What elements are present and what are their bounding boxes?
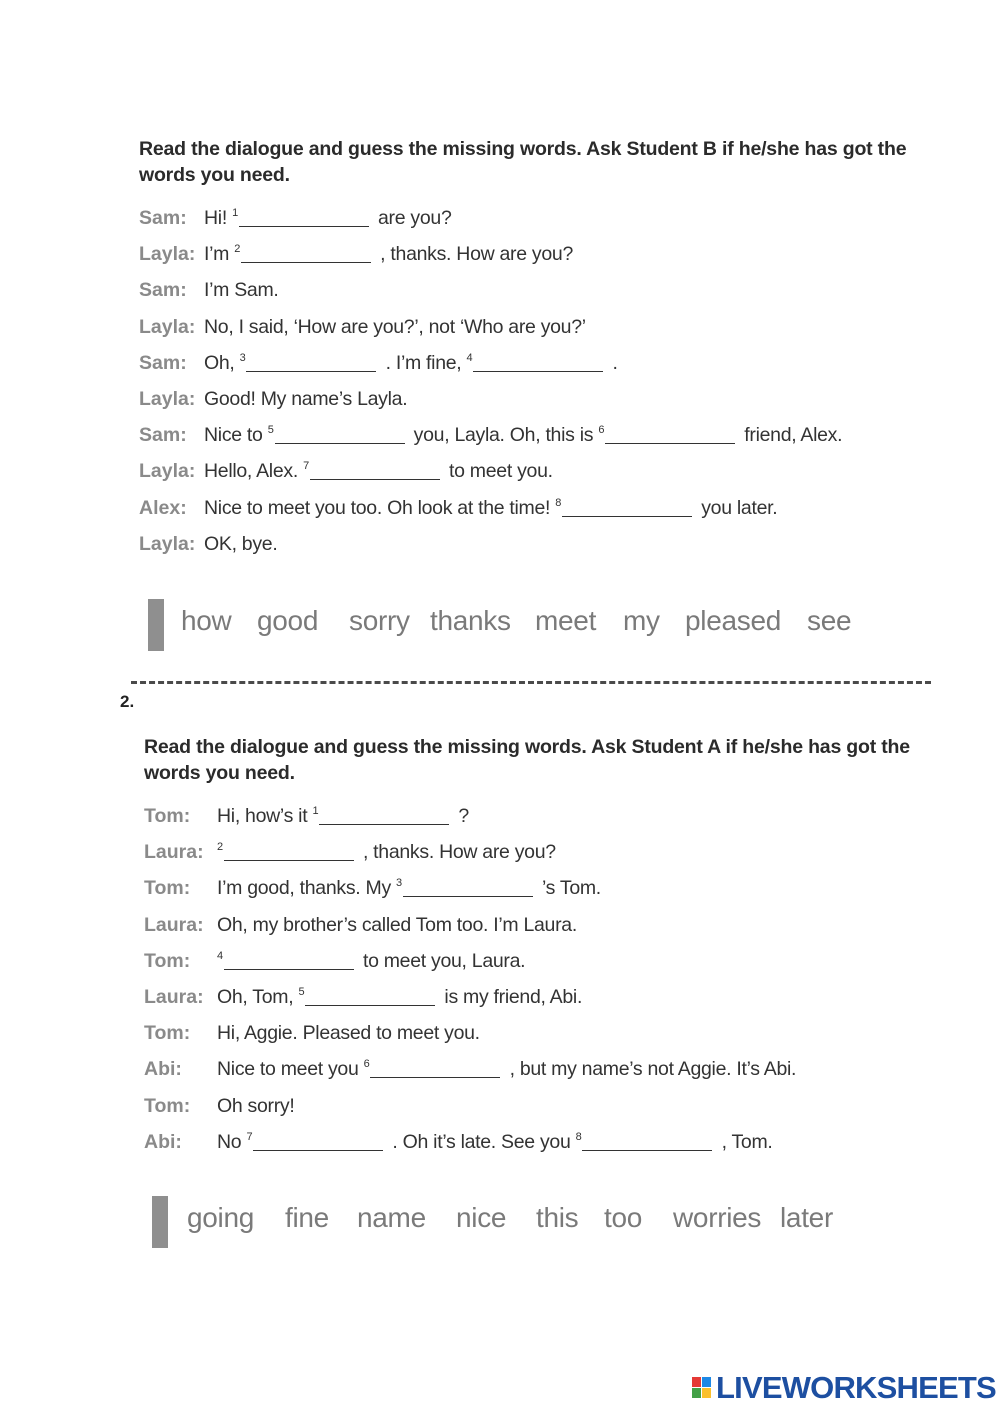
speech-text <box>204 205 452 231</box>
speaker-name: Abi: <box>144 1058 182 1081</box>
speech-text <box>204 386 407 412</box>
speech-segment: friend, Alex. <box>739 424 843 447</box>
speech-text <box>204 531 277 557</box>
gap-number: 3 <box>396 877 402 890</box>
gap-number: 3 <box>239 351 246 364</box>
gap-number: 4 <box>466 351 473 364</box>
speech-segment: Hi! <box>204 207 233 229</box>
answer-blank[interactable] <box>246 353 376 372</box>
word-pleased: pleased <box>685 605 781 636</box>
speech-segment: Oh, <box>204 351 240 374</box>
speaker-name: Sam: <box>139 207 187 229</box>
speech-segment: Nice to meet you too. Oh look at the time! <box>204 496 556 519</box>
speaker-name: Layla: <box>139 388 196 410</box>
speech-segment: ? <box>453 805 469 827</box>
answer-blank[interactable] <box>310 461 440 480</box>
speech-text <box>217 1093 294 1119</box>
speech-segment: Nice to <box>204 424 268 447</box>
section1-word-box <box>148 599 868 651</box>
speech-segment: , but my name’s not Aggie. It’s Abi. <box>504 1058 797 1081</box>
word-worries: worries <box>673 1202 762 1233</box>
speaker-name: Tom: <box>144 1022 191 1045</box>
answer-blank[interactable] <box>562 498 692 517</box>
answer-blank[interactable] <box>582 1132 712 1151</box>
speech-segment: Oh, Tom, <box>217 986 299 1008</box>
word-meet: meet <box>535 605 597 636</box>
speaker-name: Sam: <box>139 279 187 302</box>
speech-segment: . Oh it’s late. See you <box>387 1130 576 1153</box>
section1-instruction: Read the dialogue and guess the missing words. Ask Student B if he/she has got the words you need. <box>139 138 907 186</box>
word-name: name <box>357 1202 426 1233</box>
speaker-name: Layla: <box>139 315 196 338</box>
speech-segment: Oh sorry! <box>217 1094 295 1117</box>
answer-blank[interactable] <box>275 425 405 444</box>
speech-text <box>204 422 842 448</box>
word-going: going <box>187 1202 255 1233</box>
speech-segment: I’m good, thanks. My <box>217 877 397 900</box>
word-my: my <box>623 605 660 636</box>
speech-segment: I’m <box>204 243 235 266</box>
speaker-name: Sam: <box>139 424 187 447</box>
speech-text <box>204 241 573 267</box>
speech-text <box>217 1129 773 1155</box>
word-fine: fine <box>285 1202 329 1233</box>
gap-number: 8 <box>555 496 562 509</box>
answer-blank[interactable] <box>305 987 435 1006</box>
speaker-name: Laura: <box>144 841 204 864</box>
speech-segment: Good! My name’s Layla. <box>204 388 408 410</box>
answer-blank[interactable] <box>253 1132 383 1151</box>
answer-blank[interactable] <box>239 208 369 227</box>
speech-text <box>217 875 601 901</box>
speech-segment: you, Layla. Oh, this is <box>408 424 599 447</box>
speaker-name: Laura: <box>144 986 204 1008</box>
word-this: this <box>536 1202 579 1233</box>
answer-blank[interactable] <box>224 951 354 970</box>
gap-number: 1 <box>312 805 319 817</box>
speech-segment: I’m Sam. <box>204 279 279 302</box>
section2-number: 2. <box>120 692 135 711</box>
speech-text <box>217 803 469 829</box>
speaker-name: Layla: <box>139 243 196 266</box>
speech-segment: to meet you. <box>443 460 553 483</box>
cut-line-divider <box>131 681 931 684</box>
gap-number: 6 <box>363 1058 370 1071</box>
gap-number: 7 <box>246 1130 253 1143</box>
speech-segment: is my friend, Abi. <box>439 986 583 1008</box>
word-box-marker <box>152 1196 168 1248</box>
speech-segment: Oh, my brother’s called Tom too. I’m Laura. <box>217 913 577 936</box>
speech-segment: are you? <box>372 207 452 229</box>
speech-text <box>204 495 777 521</box>
speech-segment: , Tom. <box>716 1130 773 1153</box>
speech-text <box>204 350 618 376</box>
speech-text <box>204 314 586 340</box>
speaker-name: Layla: <box>139 460 196 483</box>
gap-number: 2 <box>217 841 223 854</box>
word-thanks: thanks <box>430 605 511 636</box>
answer-blank[interactable] <box>473 353 603 372</box>
word-nice: nice <box>456 1202 507 1233</box>
gap-number: 6 <box>598 424 605 437</box>
speech-segment: to meet you, Laura. <box>357 949 526 972</box>
answer-blank[interactable] <box>403 878 533 897</box>
speech-segment: OK, bye. <box>204 532 278 555</box>
speech-segment: No <box>217 1130 247 1153</box>
word-sorry: sorry <box>349 605 410 636</box>
gap-number: 5 <box>267 424 274 437</box>
speech-segment: Hi, how’s it <box>217 805 313 827</box>
speaker-name: Laura: <box>144 913 204 936</box>
gap-number: 7 <box>303 460 309 473</box>
gap-number: 4 <box>217 949 223 962</box>
answer-blank[interactable] <box>224 842 354 861</box>
gap-number: 1 <box>232 207 238 219</box>
speech-segment: No, I said, ‘How are you?’, not ‘Who are you?’ <box>204 315 586 338</box>
speech-segment: , thanks. How are you? <box>375 243 574 266</box>
answer-blank[interactable] <box>370 1059 500 1078</box>
answer-blank[interactable] <box>319 806 449 825</box>
speech-segment: Hi, Aggie. Pleased to meet you. <box>217 1022 480 1045</box>
word-how: how <box>181 605 232 636</box>
speech-text <box>217 984 582 1010</box>
speech-text <box>204 458 553 484</box>
speaker-name: Tom: <box>144 877 191 900</box>
speaker-name: Alex: <box>139 496 187 519</box>
speaker-name: Sam: <box>139 351 187 374</box>
speech-segment: ’s Tom. <box>536 877 601 900</box>
gap-number: 5 <box>298 986 305 998</box>
word-good: good <box>257 605 319 636</box>
speaker-name: Abi: <box>144 1130 182 1153</box>
answer-blank[interactable] <box>605 425 735 444</box>
speech-segment: you later. <box>696 496 778 519</box>
speech-text <box>217 912 577 938</box>
speech-text <box>204 277 279 303</box>
speech-segment: . I’m fine, <box>380 351 467 374</box>
speech-segment: , thanks. How are you? <box>357 841 556 864</box>
section2-instruction: Read the dialogue and guess the missing words. Ask Student A if he/she has got the words you need. <box>144 736 910 784</box>
speech-text <box>217 1020 480 1046</box>
speaker-name: Tom: <box>144 805 191 827</box>
speech-text <box>217 1056 796 1082</box>
speaker-name: Tom: <box>144 949 191 972</box>
answer-blank[interactable] <box>241 244 371 263</box>
word-too: too <box>604 1202 643 1233</box>
speaker-name: Tom: <box>144 1094 191 1117</box>
speech-text <box>217 948 525 974</box>
section2-word-box <box>152 1196 872 1248</box>
gap-number: 8 <box>575 1130 582 1143</box>
speech-text <box>217 839 556 865</box>
logo-mark-icon <box>692 1377 712 1399</box>
logo-text: LIVEWORKSHEETS <box>716 1370 996 1405</box>
word-box-marker <box>148 599 164 651</box>
gap-number: 2 <box>234 243 241 256</box>
speech-segment: . <box>607 351 618 374</box>
speech-segment: Nice to meet you <box>217 1058 364 1081</box>
speaker-name: Layla: <box>139 532 196 555</box>
word-later: later <box>780 1202 833 1233</box>
word-see: see <box>807 605 852 636</box>
speech-segment: Hello, Alex. <box>204 460 304 483</box>
